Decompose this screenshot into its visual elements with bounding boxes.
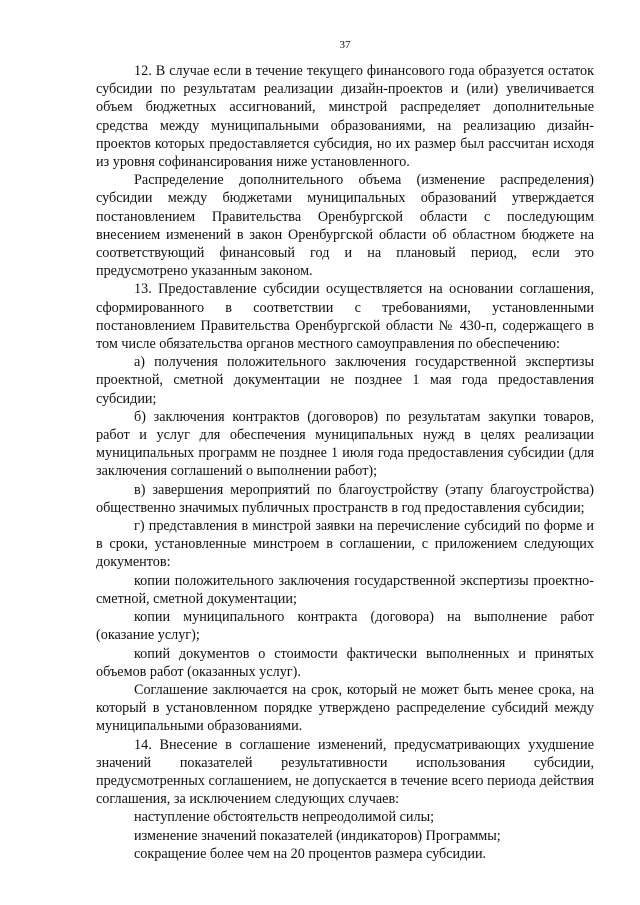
document-copy-contract: копии муниципального контракта (договора) на выполнение работ (оказание услуг); xyxy=(96,609,594,644)
paragraph-14: 14. Внесение в соглашение изменений, предусматривающих ухудшение значений показателей результативности использования субсидии, предусмотренных соглашением, не допускается в течение всего периода действия соглашения, за исключением следующих случаев: xyxy=(96,736,594,808)
item-g: г) представления в минстрой заявки на перечисление субсидий по форме и в сроки, установленные минстроем в соглашении, с приложением следующих документов: xyxy=(96,518,594,571)
paragraph-12: 12. В случае если в течение текущего финансового года образуется остаток субсидии по результатам реализации дизайн-проектов и (или) увеличивается объем бюджетных ассигнований, минстрой распределяет дополнительные средства между муниципальными образованиями, на реализацию дизайн-проектов которых предоставляется субсидия, но их размер был рассчитан исходя из уровня софинансирования ниже установленного. xyxy=(96,63,594,171)
exception-force-majeure: наступление обстоятельств непреодолимой силы; xyxy=(134,809,435,826)
page-number: 37 xyxy=(339,39,351,51)
item-v: в) завершения мероприятий по благоустройству (этапу благоустройства) общественно значимых публичных пространств в год предоставления субсидии; xyxy=(96,481,594,516)
paragraph-agreement-term: Соглашение заключается на срок, который не может быть менее срока, на который в установленном порядке утверждено распределение субсидий между муниципальными образованиями. xyxy=(96,681,594,735)
exception-reduction: сокращение более чем на 20 процентов размера субсидии. xyxy=(134,845,487,862)
document-copy-cost: копий документов о стоимости фактически выполненных и принятых объемов работ (оказанных услуг). xyxy=(96,645,594,680)
paragraph-distribution: Распределение дополнительного объема (изменение распределения) субсидии между бюджетами муниципальных образований утверждается постановлением Правительства Оренбургской области с последующим внесением изменений в закон Оренбургской области об областном бюджете на соответствующий финансовый год и на плановый период, если это предусмотрено указанным законом. xyxy=(96,172,594,280)
document-copy-expertise: копии положительного заключения государственной экспертизы проектно-сметной, сметной документации; xyxy=(96,572,594,607)
item-a: а) получения положительного заключения государственной экспертизы проектной, сметной документации не позднее 1 мая года предоставления субсидии; xyxy=(96,354,594,407)
paragraph-13: 13. Предоставление субсидии осуществляется на основании соглашения, сформированного в соответствии с требованиями, установленными постановлением Правительства Оренбургской области № 430-п, содержащего в том числе обязательства органов местного самоуправления по обеспечению: xyxy=(96,281,594,353)
item-b: б) заключения контрактов (договоров) по результатам закупки товаров, работ и услуг для обеспечения муниципальных нужд в целях реализации муниципальных программ не позднее 1 июля года предоставления субсидии (для заключения соглашений о выполнении работ); xyxy=(96,408,594,480)
exception-indicators: изменение значений показателей (индикаторов) Программы; xyxy=(134,827,501,844)
